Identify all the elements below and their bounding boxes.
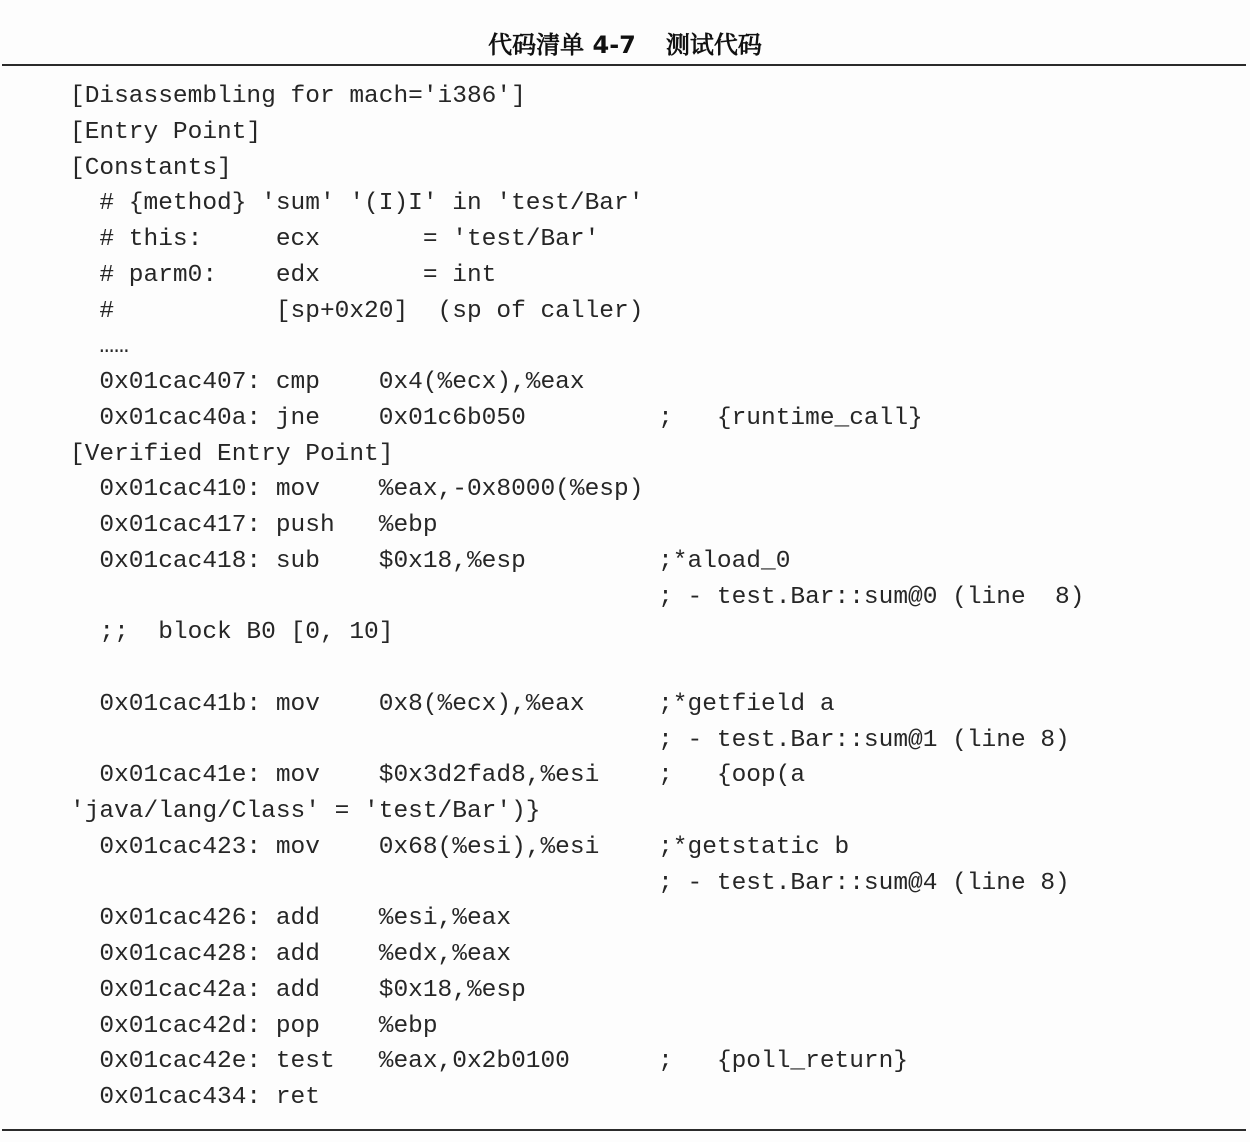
code-line: 0x01cac40a: jne 0x01c6b050 ; {runtime_call} <box>70 404 923 432</box>
code-line: 0x01cac410: mov %eax,-0x8000(%esp) <box>70 476 644 504</box>
code-line: [Verified Entry Point] <box>70 440 394 468</box>
top-rule <box>2 64 1246 66</box>
code-line: 0x01cac42a: add $0x18,%esp <box>70 976 526 1004</box>
code-line: 0x01cac42d: pop %ebp <box>70 1012 438 1040</box>
code-line: # [sp+0x20] (sp of caller) <box>70 297 644 325</box>
listing-label: 代码清单 4-7 <box>488 30 636 59</box>
code-line: 0x01cac426: add %esi,%eax <box>70 905 512 933</box>
code-line: ;; block B0 [0, 10] <box>70 619 394 647</box>
code-line: 'java/lang/Class' = 'test/Bar')} <box>70 798 541 825</box>
blank-line <box>70 651 1240 687</box>
code-listing <box>70 79 1240 1116</box>
code-line: [Constants] <box>70 154 232 182</box>
code-line: 0x01cac423: mov 0x68(%esi),%esi ;*getstatic b <box>70 833 850 861</box>
code-line: 0x01cac417: push %ebp <box>70 512 438 539</box>
code-line: 0x01cac42e: test %eax,0x2b0100 ; {poll_return} <box>70 1048 909 1076</box>
code-line: ; - test.Bar::sum@4 (line 8) <box>70 869 1070 897</box>
code-line: 0x01cac41b: mov 0x8(%ecx),%eax ;*getfield a <box>70 690 835 718</box>
bottom-rule <box>2 1129 1246 1131</box>
code-line: …… <box>70 333 129 361</box>
code-line: ; - test.Bar::sum@1 (line 8) <box>70 726 1070 754</box>
code-line: 0x01cac428: add %edx,%eax <box>70 941 512 968</box>
code-line: # parm0: edx = int <box>70 261 497 289</box>
listing-caption <box>0 24 1250 60</box>
code-line: 0x01cac41e: mov $0x3d2fad8,%esi ; {oop(a <box>70 762 806 790</box>
code-line: 0x01cac418: sub $0x18,%esp ;*aload_0 <box>70 547 791 575</box>
code-line: # this: ecx = 'test/Bar' <box>70 226 600 253</box>
code-line: ; - test.Bar::sum@0 (line 8) <box>70 583 1085 611</box>
listing-title: 测试代码 <box>665 30 762 59</box>
code-line: [Entry Point] <box>70 118 262 146</box>
code-line: # {method} 'sum' '(I)I' in 'test/Bar' <box>70 190 644 218</box>
code-line: 0x01cac407: cmp 0x4(%ecx),%eax <box>70 369 585 396</box>
code-line: 0x01cac434: ret <box>70 1084 320 1111</box>
code-line: [Disassembling for mach='i386'] <box>70 83 526 110</box>
